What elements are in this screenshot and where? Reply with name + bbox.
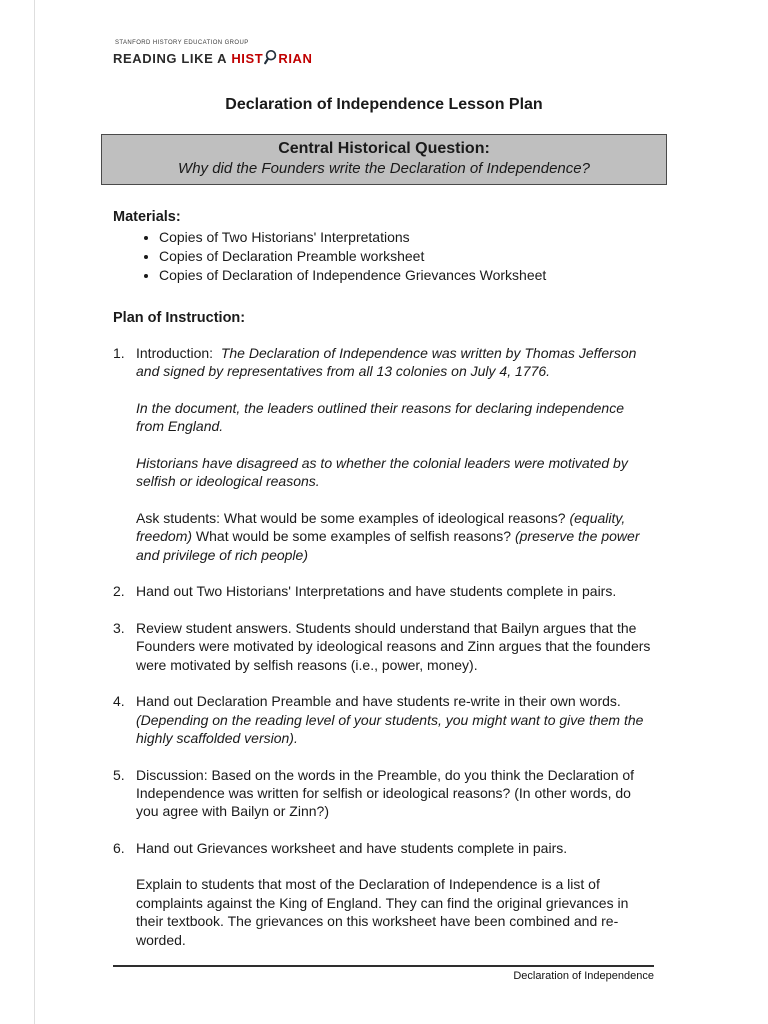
plan-item-3-number: 3. [113, 619, 125, 636]
plan-item-1-intro [136, 344, 655, 381]
plan-item-1-para3: Historians have disagreed as to whether the colonial leaders were motivated by selfish or ideological reasons. [136, 454, 628, 490]
materials-item: • Copies of Declaration of Independence Grievances Worksheet [159, 266, 655, 285]
plan-item-5-number: 5. [113, 766, 125, 783]
plan-item-1-ask2-note: (preserve the power and privilege of rich people) [136, 528, 640, 563]
central-question-heading: Central Historical Question: [278, 140, 490, 157]
logo-brand-rian: RIAN [278, 51, 313, 66]
plan-item-1-ask1: Ask students: What would be some examples of ideological reasons? [136, 509, 566, 526]
plan-item-4-text [136, 692, 655, 747]
materials-item: • Copies of Two Historians' Interpretations [159, 228, 655, 247]
logo-group-name: STANFORD HISTORY EDUCATION GROUP [115, 40, 249, 46]
plan-item-5 [113, 766, 655, 821]
plan-item-5-text: Discussion: Based on the words in the Preamble, do you think the Declaration of Independence was written for selfish or ideological reasons? (In other words, do you agree with Bailyn or Zinn?) [136, 766, 635, 820]
plan-item-6-number: 6. [113, 839, 125, 856]
materials-list [113, 228, 655, 285]
plan-item-1-ask [136, 509, 655, 564]
page-footer [113, 965, 654, 982]
plan-item-1-ask2: What would be some examples of selfish reasons? [195, 528, 512, 545]
plan-item-2 [113, 582, 655, 600]
plan-item-1 [113, 344, 655, 564]
logo-brand-hist: HIST [231, 51, 264, 66]
page-title: Declaration of Independence Lesson Plan [225, 96, 543, 113]
materials-heading: Materials: [113, 209, 181, 225]
plan-item-6-text: Hand out Grievances worksheet and have students complete in pairs. [136, 839, 568, 856]
plan-item-1-ask1-note: (equality, freedom) [136, 509, 626, 545]
sheg-logo [113, 40, 655, 68]
plan-item-4 [113, 692, 655, 747]
plan-item-4-number: 4. [113, 693, 125, 710]
plan-item-6 [113, 839, 655, 949]
footer-label: Declaration of Independence [513, 970, 654, 982]
plan-item-3-text: Review student answers. Students should understand that Bailyn argues that the Founders were motivated by ideological reasons and Zinn argues that the founders were motivated by selfish reasons (i.e., power, money). [136, 619, 651, 673]
footer-rule [113, 965, 654, 967]
materials-item: • Copies of Declaration Preamble worksheet [159, 247, 655, 266]
plan-item-6-followup: Explain to students that most of the Declaration of Independence is a list of complaints against the King of England. They can find the original grievances in their textbook. The grievances on this worksheet have been combined and re-worded. [136, 876, 629, 948]
plan-of-instruction [113, 344, 655, 949]
magnifier-icon [264, 49, 277, 65]
plan-item-1-number: 1. [113, 345, 125, 361]
plan-item-2-number: 2. [113, 583, 125, 600]
plan-item-4-main: Hand out Declaration Preamble and have students re-write in their own words. [136, 693, 621, 710]
plan-item-1-lead: Introduction: [136, 345, 214, 361]
logo-brand [113, 49, 655, 68]
plan-item-2-text: Hand out Two Historians' Interpretations and have students complete in pairs. [136, 583, 617, 600]
logo-brand-prefix: READING LIKE A [113, 51, 228, 66]
plan-item-1-para2: In the document, the leaders outlined their reasons for declaring independence from England. [136, 399, 624, 435]
plan-heading: Plan of Instruction: [113, 310, 246, 326]
central-question-box [101, 134, 667, 185]
page-edge-line [34, 0, 35, 1024]
central-question-text: Why did the Founders write the Declaration of Independence? [178, 160, 590, 177]
plan-item-4-note: (Depending on the reading level of your students, you might want to give them the highly scaffolded version). [136, 711, 644, 747]
plan-item-1-intro-italic: The Declaration of Independence was written by Thomas Jefferson and signed by representatives from all 13 colonies on July 4, 1776. [136, 345, 637, 380]
plan-item-3 [113, 619, 655, 674]
